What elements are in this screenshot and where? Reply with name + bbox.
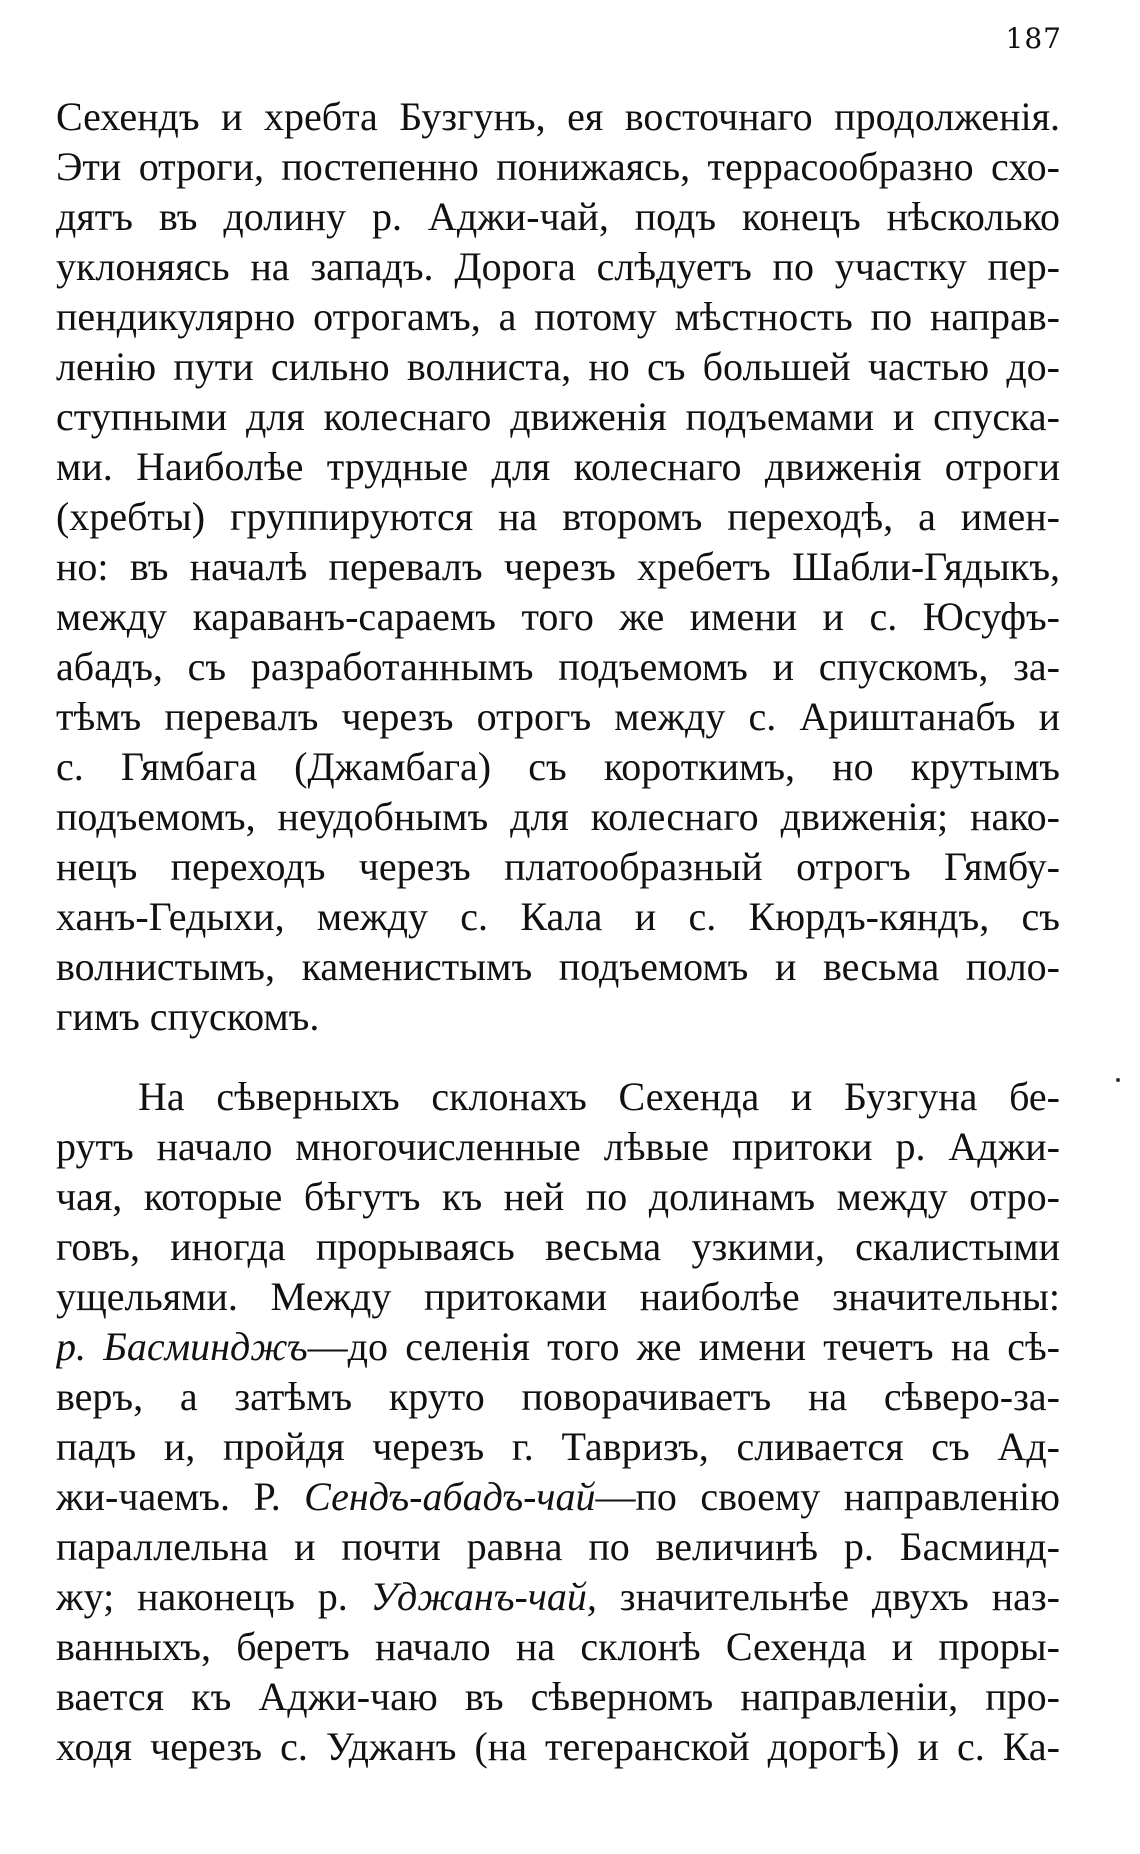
text-run: жи-чаемъ. Р. <box>56 1474 305 1519</box>
margin-dot <box>1116 1078 1120 1082</box>
text-run: —по своему направленію <box>595 1474 1060 1519</box>
text-line <box>56 1572 1060 1622</box>
page-number: 187 <box>1005 22 1062 55</box>
river-name-send-abad-chai: Сендъ-абадъ-чай <box>304 1474 596 1519</box>
text-line: ханъ-Гедыхи, между с. Кала и с. Кюрдъ-кяндъ, съ <box>56 894 1060 939</box>
text-line: уклоняясь на западъ. Дорога слѣдуетъ по участку пер- <box>56 244 1060 289</box>
text-line: пендикулярно отрогамъ, а потому мѣстность по направ- <box>56 294 1060 339</box>
text-run: жу; наконецъ р. <box>56 1574 371 1619</box>
text-line: нецъ переходъ черезъ платообразный отрогъ Гямбу- <box>56 844 1060 889</box>
paragraph-2 <box>56 1072 1060 1772</box>
text-line: падъ и, пройдя черезъ г. Тавризъ, сливается съ Ад- <box>56 1424 1060 1469</box>
text-line: Сехендъ и хребта Бузгунъ, ея восточнаго продолженія. <box>56 94 1060 139</box>
text-line: ванныхъ, беретъ начало на склонѣ Сехенда и проры- <box>56 1624 1060 1669</box>
text-line: веръ, а затѣмъ круто поворачиваетъ на сѣверо-за- <box>56 1374 1060 1419</box>
text-line: дятъ въ долину р. Аджи-чай, подъ конецъ нѣсколько <box>56 194 1060 239</box>
river-name-udzhan-chai: Уджанъ-чай, <box>370 1574 597 1619</box>
text-line: (хребты) группируются на второмъ переходѣ, а имен- <box>56 494 1060 539</box>
text-line: подъемомъ, неудобнымъ для колеснаго движенія; нако- <box>56 794 1060 839</box>
text-line <box>56 1472 1060 1522</box>
paragraph-1 <box>56 92 1060 1042</box>
text-line: параллельна и почти равна по величинѣ р. Басминд- <box>56 1524 1060 1569</box>
text-line: ми. Наиболѣе трудные для колеснаго движенія отроги <box>56 444 1060 489</box>
text-line: с. Гямбага (Джамбага) съ короткимъ, но крутымъ <box>56 744 1060 789</box>
text-line: чая, которые бѣгутъ къ ней по долинамъ между отро- <box>56 1174 1060 1219</box>
paragraph-gap <box>56 1042 1060 1072</box>
text-line: вается къ Аджи-чаю въ сѣверномъ направленіи, про- <box>56 1674 1060 1719</box>
text-line: абадъ, съ разработаннымъ подъемомъ и спускомъ, за- <box>56 644 1060 689</box>
text-line: но: въ началѣ перевалъ черезъ хребетъ Шабли-Гядыкъ, <box>56 544 1060 589</box>
text-line: ступными для колеснаго движенія подъемами и спуска- <box>56 394 1060 439</box>
text-run: —до селенія того же имени течетъ на сѣ- <box>307 1324 1060 1369</box>
text-line: ходя черезъ с. Уджанъ (на тегеранской дорогѣ) и с. Ка- <box>56 1724 1060 1769</box>
text-line: Эти отроги, постепенно понижаясь, террасообразно схо- <box>56 144 1060 189</box>
river-name-basmindzh: р. Басминджъ <box>56 1324 308 1369</box>
text-body <box>56 92 1060 1772</box>
text-run: значительнѣе двухъ наз- <box>596 1574 1060 1619</box>
text-line: волнистымъ, каменистымъ подъемомъ и весьма поло- <box>56 944 1060 989</box>
text-line: ущельями. Между притоками наиболѣе значительны: <box>56 1274 1060 1319</box>
text-line: ленію пути сильно волниста, но съ большей частью до- <box>56 344 1060 389</box>
text-line <box>56 1322 1060 1372</box>
text-line: На сѣверныхъ склонахъ Сехенда и Бузгуна бе- <box>138 1074 1060 1119</box>
text-line: между караванъ-сараемъ того же имени и с. Юсуфъ- <box>56 594 1060 639</box>
text-line: рутъ начало многочисленные лѣвые притоки р. Аджи- <box>56 1124 1060 1169</box>
text-line: гимъ спускомъ. <box>56 994 320 1039</box>
text-line: говъ, иногда прорываясь весьма узкими, скалистыми <box>56 1224 1060 1269</box>
text-line: тѣмъ перевалъ черезъ отрогъ между с. Ариштанабъ и <box>56 694 1060 739</box>
